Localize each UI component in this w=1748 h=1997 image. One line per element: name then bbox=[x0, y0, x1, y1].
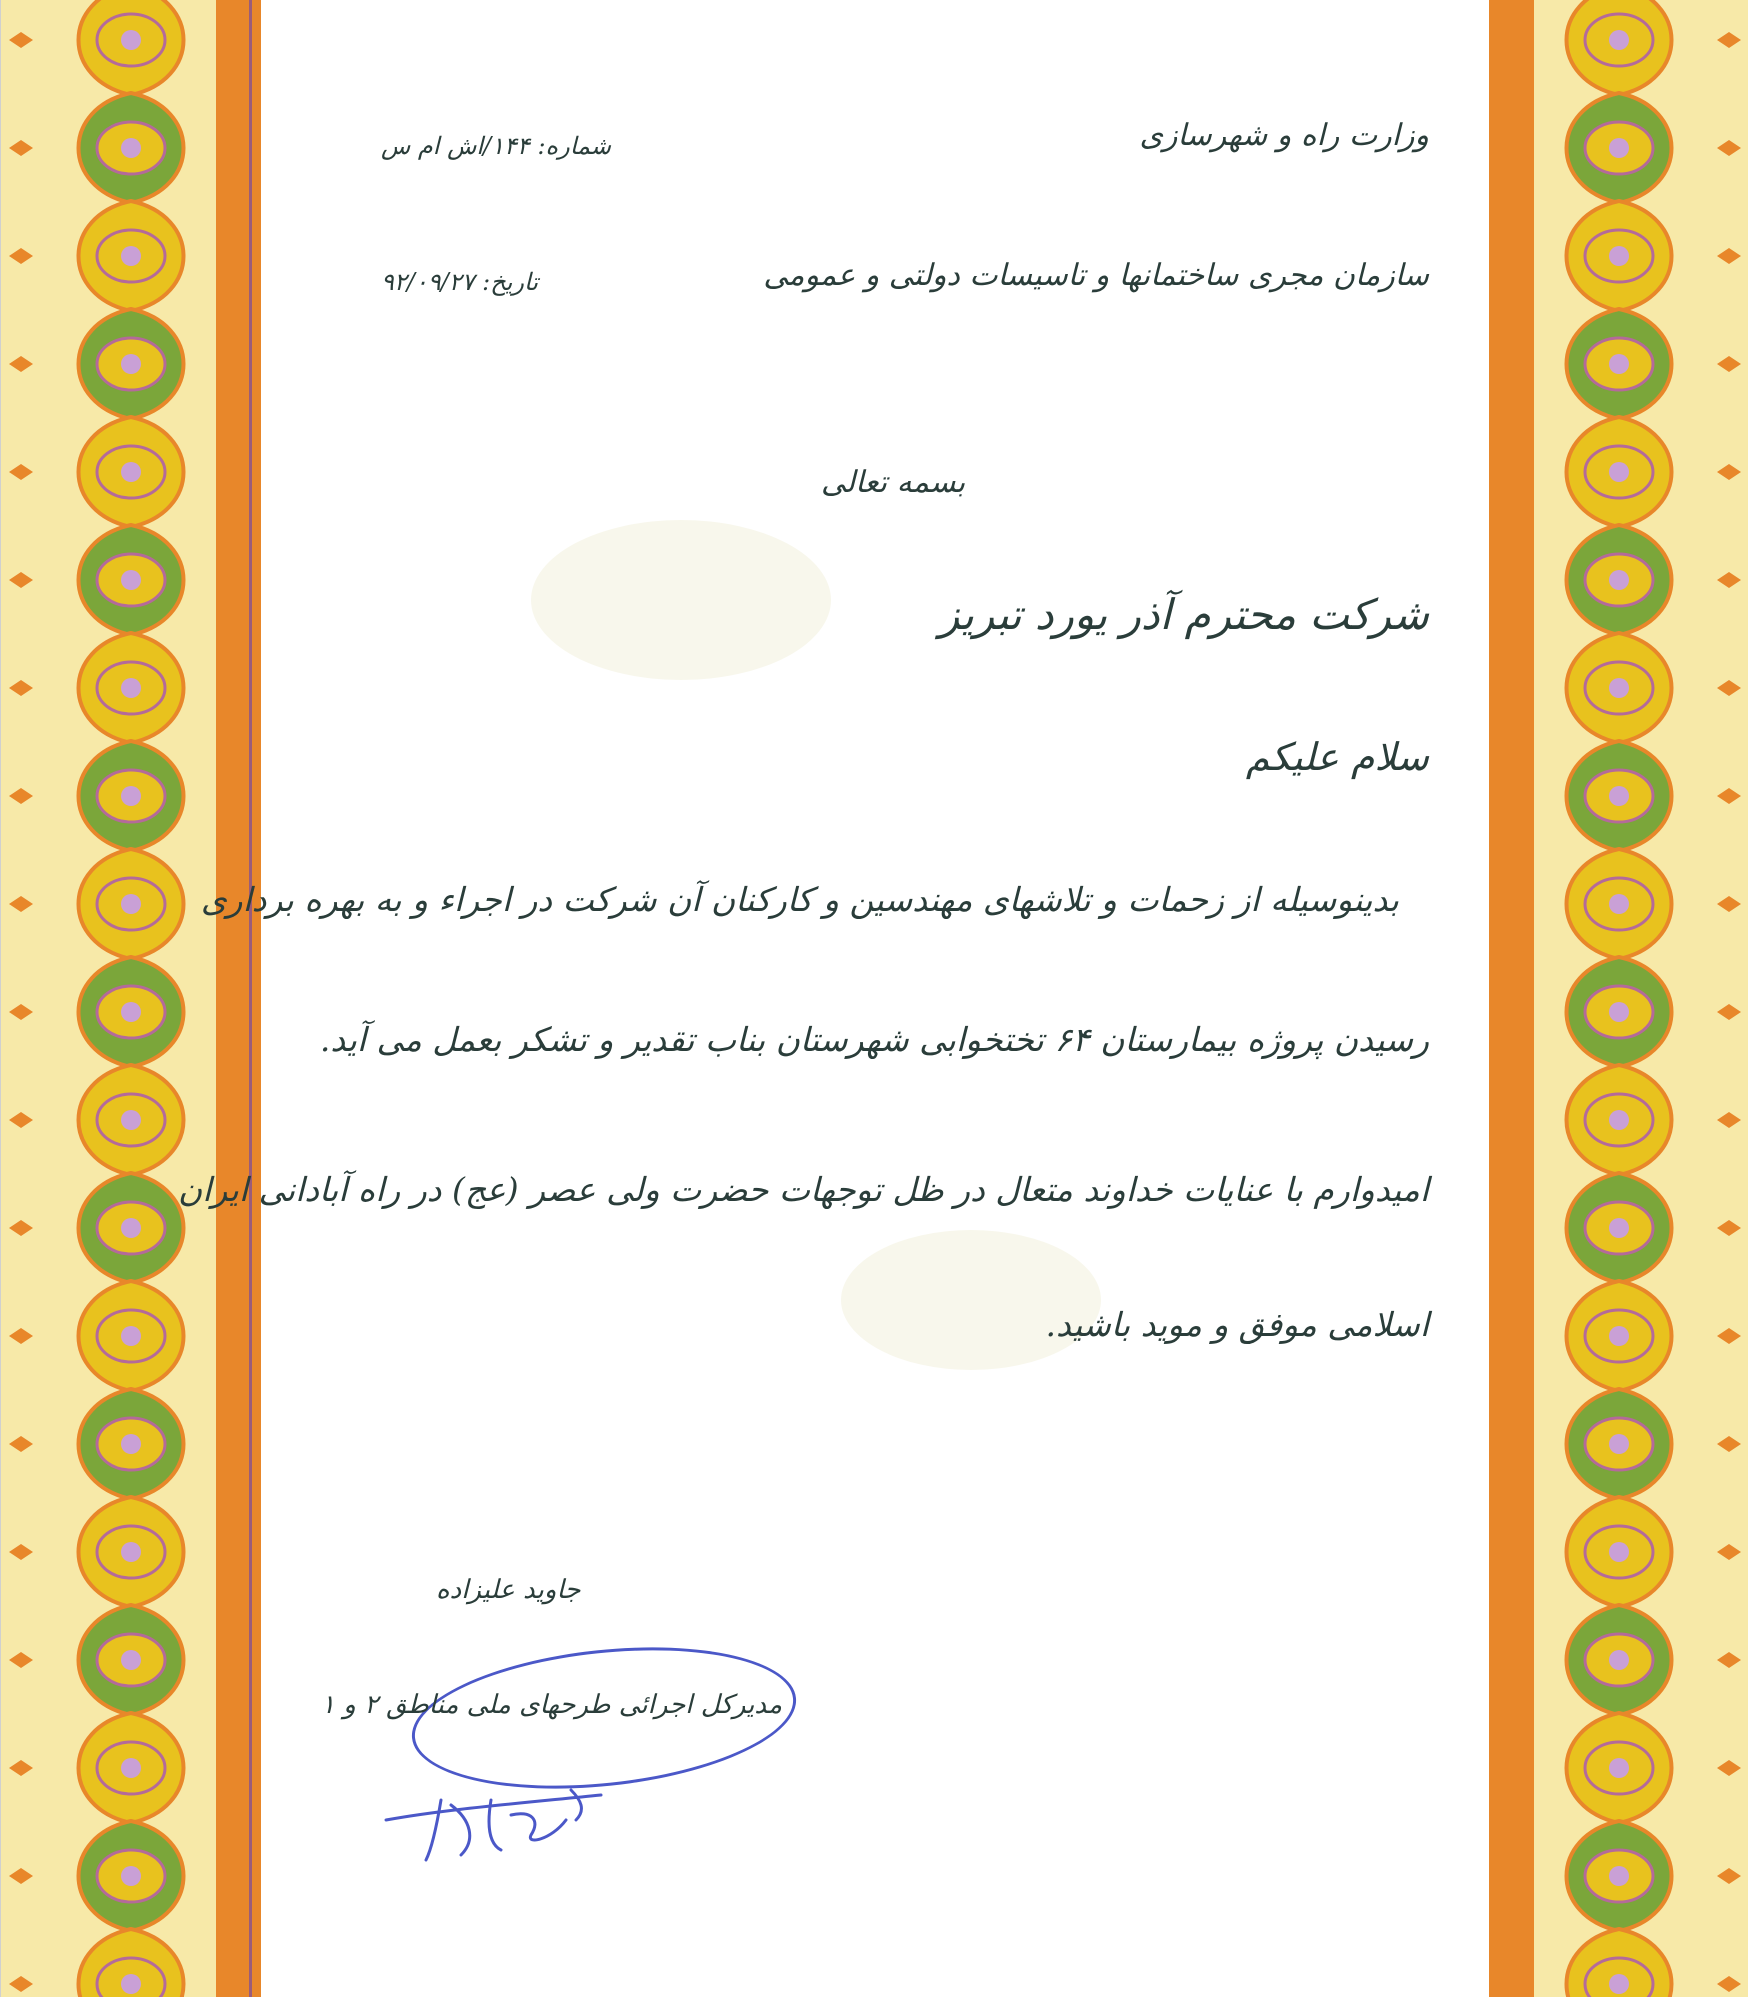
ministry-name: وزارت راه و شهرسازی bbox=[1139, 118, 1429, 153]
watermark-smudge bbox=[841, 1230, 1101, 1370]
number-label: شماره: bbox=[537, 132, 611, 160]
date-label: تاریخ: bbox=[482, 268, 538, 296]
ornamental-border-left bbox=[1, 0, 261, 1997]
frame-line-left bbox=[249, 0, 252, 1997]
signer-title: مدیرکل اجرائی طرحهای ملی مناطق ۲ و ۱ bbox=[321, 1690, 782, 1720]
letter-number bbox=[381, 132, 611, 160]
body-line: رسیدن پروژه بیمارستان ۶۴ تختخوابی شهرستان بناب تقدیر و تشکر بعمل می آید. bbox=[319, 1020, 1429, 1059]
body-line: بدینوسیله از زحمات و تلاشهای مهندسین و کارکنان آن شرکت در اجراء و به بهره برداری bbox=[200, 880, 1399, 919]
ornamental-border-right bbox=[1489, 0, 1748, 1997]
addressee: شرکت محترم آذر یورد تبریز bbox=[939, 590, 1429, 639]
organization-name: سازمان مجری ساختمانها و تاسیسات دولتی و عمومی bbox=[763, 258, 1429, 293]
signer-name: جاوید علیزاده bbox=[436, 1575, 581, 1605]
border-pattern bbox=[1, 0, 261, 1997]
watermark-smudge bbox=[531, 520, 831, 680]
bismillah-heading: بسمه تعالی bbox=[821, 465, 966, 500]
body-line: اسلامی موفق و موید باشید. bbox=[1045, 1305, 1429, 1344]
salutation: سلام علیکم bbox=[1245, 735, 1429, 779]
number-value: ۱۴۴/اش ام س bbox=[381, 132, 530, 160]
letter-date bbox=[381, 268, 538, 296]
border-pattern bbox=[1489, 0, 1748, 1997]
handwritten-signature bbox=[381, 1760, 641, 1870]
letter-body bbox=[178, 0, 1489, 1997]
body-line: امیدوارم با عنایات خداوند متعال در ظل توجهات حضرت ولی عصر (عج) در راه آبادانی ایران bbox=[178, 1170, 1429, 1209]
date-value: ۹۲/۰۹/۲۷ bbox=[381, 268, 475, 296]
